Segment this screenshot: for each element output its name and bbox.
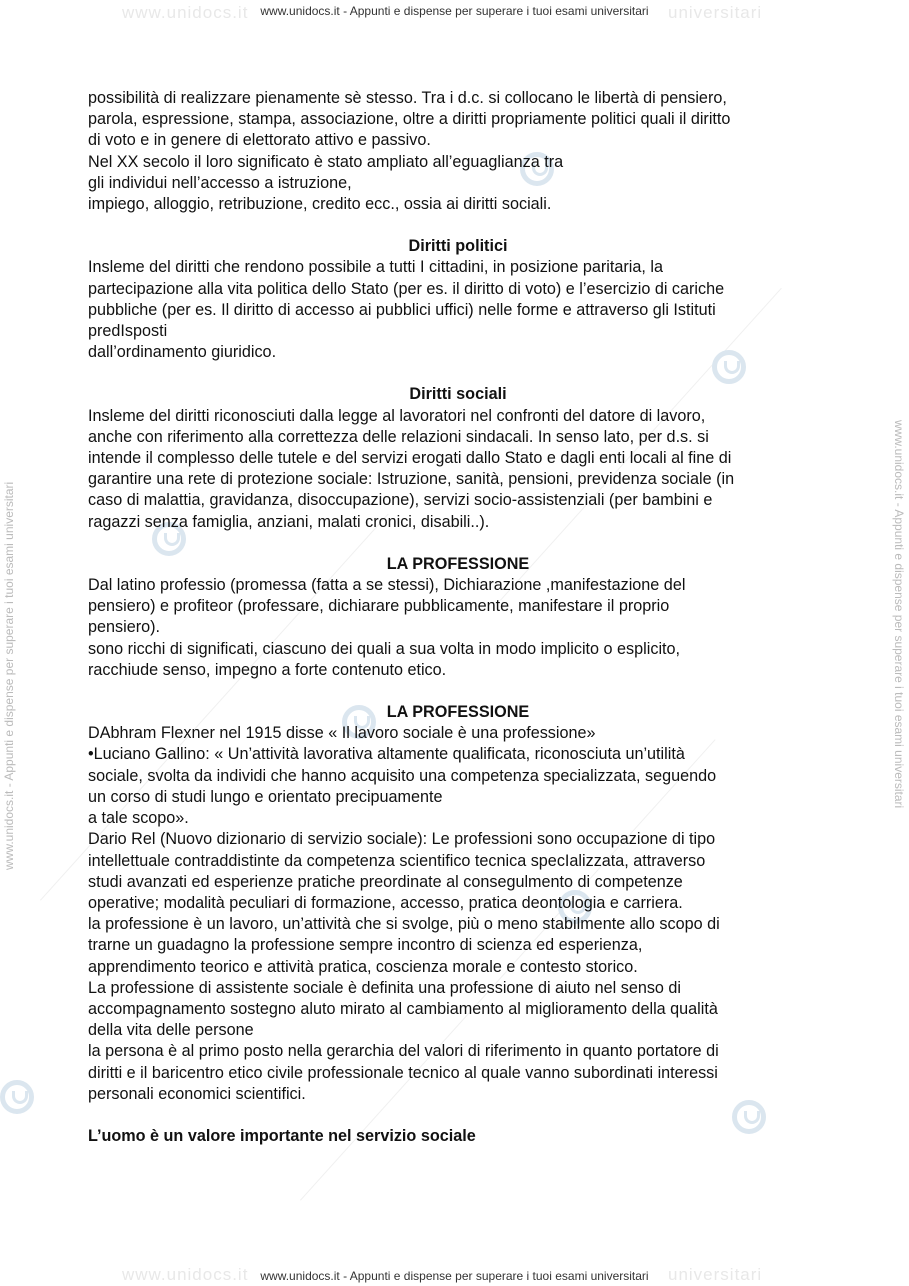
paragraph-line: Insleme del diritti che rendono possibile a tutti I cittadini, in posizione paritaria, la	[88, 258, 663, 277]
section-heading-diritti-politici: Diritti politici	[408, 237, 508, 256]
paragraph-line: pensiero) e profiteor (professare, dichiarare pubblicamente, manifestare il proprio	[88, 597, 670, 616]
paragraph-line: la professione è un lavoro, un’attività che si svolge, più o meno stabilmente allo scopo di	[88, 915, 720, 934]
watermark-banner-bottom: www.unidocs.it - Appunti e dispense per superare i tuoi esami universitari	[260, 1269, 649, 1283]
paragraph-line: DAbhram Flexner nel 1915 disse « Il lavoro sociale è una professione»	[88, 724, 596, 743]
paragraph-line: partecipazione alla vita politica dello Stato (per es. il diritto di voto) e l’esercizio di cariche	[88, 279, 725, 298]
paragraph-line: apprendimento teorico e attività pratica, coscienza morale e contesto storico.	[88, 957, 638, 976]
paragraph-line: a tale scopo».	[88, 809, 189, 828]
paragraph-line: accompagnamento sostegno aluto mirato al cambiamento al miglioramento della qualità	[88, 999, 718, 1018]
paragraph-line: della vita delle persone	[88, 1021, 254, 1040]
watermark-banner-top: www.unidocs.it - Appunti e dispense per superare i tuoi esami universitari	[260, 4, 649, 18]
side-watermark-right: www.unidocs.it - Appunti e dispense per superare i tuoi esami universitari	[892, 420, 906, 809]
paragraph-line: •Luciano Gallino: « Un’attività lavorativa altamente qualificata, riconosciuta un’utilità	[88, 745, 685, 764]
side-watermark-left: www.unidocs.it - Appunti e dispense per superare i tuoi esami universitari	[2, 481, 16, 870]
paragraph-line: Dal latino professio (promessa (fatta a se stessi), Dichiarazione ,manifestazione del	[88, 576, 686, 595]
closing-statement: L’uomo è un valore importante nel servizio sociale	[88, 1126, 476, 1145]
paragraph-line: pubbliche (per es. Il diritto di accesso ai pubblici uffici) nelle forme e attraverso gli Istituti	[88, 300, 716, 319]
ghost-watermark-bottom-right: universitari	[668, 1265, 763, 1284]
section-heading-la-professione: LA PROFESSIONE	[386, 554, 530, 573]
paragraph-line: dall’ordinamento giuridico.	[88, 343, 277, 362]
paragraph-line: possibilità di realizzare pienamente sè stesso. Tra i d.c. si collocano le libertà di pensiero,	[88, 89, 727, 107]
paragraph-line: Nel XX secolo il loro significato è stato ampliato all’eguaglianza tra	[88, 152, 564, 171]
paragraph-line: intende il complesso delle tutele e del servizi erogati dallo Stato e dagli enti locali al fine di	[88, 449, 732, 468]
ghost-watermark-top-left: www.unidocs.it	[122, 3, 249, 22]
paragraph-line: ragazzi senza famiglia, anziani, malati cronici, disabili..).	[88, 512, 490, 531]
paragraph-line: sociale, svolta da individi che hanno acquisito una competenza specializzata, seguendo	[88, 766, 717, 785]
paragraph-line: garantire una rete di protezione sociale: Istruzione, sanità, pensioni, previdenza sociale (in	[88, 470, 735, 489]
ghost-watermark-top-right: universitari	[668, 3, 763, 22]
paragraph-line: personali economici scientifici.	[88, 1084, 306, 1103]
unidocs-logo-icon	[0, 1080, 34, 1114]
paragraph-line: di voto e in genere di elettorato attivo e passivo.	[88, 131, 431, 150]
section-heading-la-professione-2: LA PROFESSIONE	[386, 703, 530, 722]
paragraph-line: impiego, alloggio, retribuzione, credito ecc., ossia ai diritti sociali.	[88, 195, 552, 214]
paragraph-line: diritti e il baricentro etico civile professionale tecnico al quale vanno subordinati interessi	[88, 1063, 718, 1082]
paragraph-line: operative; modalità peculiari di formazione, accesso, pratica deontologia e carriera.	[88, 893, 683, 912]
paragraph-line: trarne un guadagno la professione sempre incontro di scienza ed esperienza,	[88, 936, 643, 955]
ghost-watermark-bottom-left: www.unidocs.it	[122, 1265, 249, 1284]
paragraph-line: La professione di assistente sociale è definita una professione di aiuto nel senso di	[88, 978, 682, 997]
paragraph-line: Dario Rel (Nuovo dizionario di servizio sociale): Le professioni sono occupazione di tipo	[88, 830, 716, 849]
paragraph-line: un corso di studi lungo e orientato precipuamente	[88, 787, 443, 806]
paragraph-line: pensiero).	[88, 618, 160, 637]
paragraph-line: studi avanzati ed esperienze pratiche preordinate al consegulmento di competenze	[88, 872, 683, 891]
document-body	[88, 88, 828, 1147]
paragraph-line: caso di malattia, gravidanza, disoccupazione), servizi socio-assistenziali (per bambini e	[88, 491, 713, 510]
paragraph-line: racchiude senso, impegno a forte contenuto etico.	[88, 660, 447, 679]
paragraph-line: Insleme del diritti riconosciuti dalla legge al lavoratori nel confronti del datore di lavoro,	[88, 406, 706, 425]
paragraph-line: la persona è al primo posto nella gerarchia del valori di riferimento in quanto portatore di	[88, 1042, 719, 1061]
section-heading-diritti-sociali: Diritti sociali	[409, 385, 507, 404]
paragraph-line: anche con riferimento alla correttezza delle relazioni sindacali. In senso lato, per d.s. si	[88, 427, 709, 446]
paragraph-line: parola, espressione, stampa, associazione, oltre a diritti propriamente politici quali il diritto	[88, 110, 731, 129]
paragraph-line: intellettuale contraddistinte da competenza scientifico tecnica specIalizzata, attraverso	[88, 851, 706, 870]
paragraph-line: predIsposti	[88, 322, 168, 341]
paragraph-line: sono ricchi di significati, ciascuno dei quali a sua volta in modo implicito o esplicito,	[88, 639, 681, 658]
paragraph-line: gli individui nell’accesso a istruzione,	[88, 173, 352, 192]
